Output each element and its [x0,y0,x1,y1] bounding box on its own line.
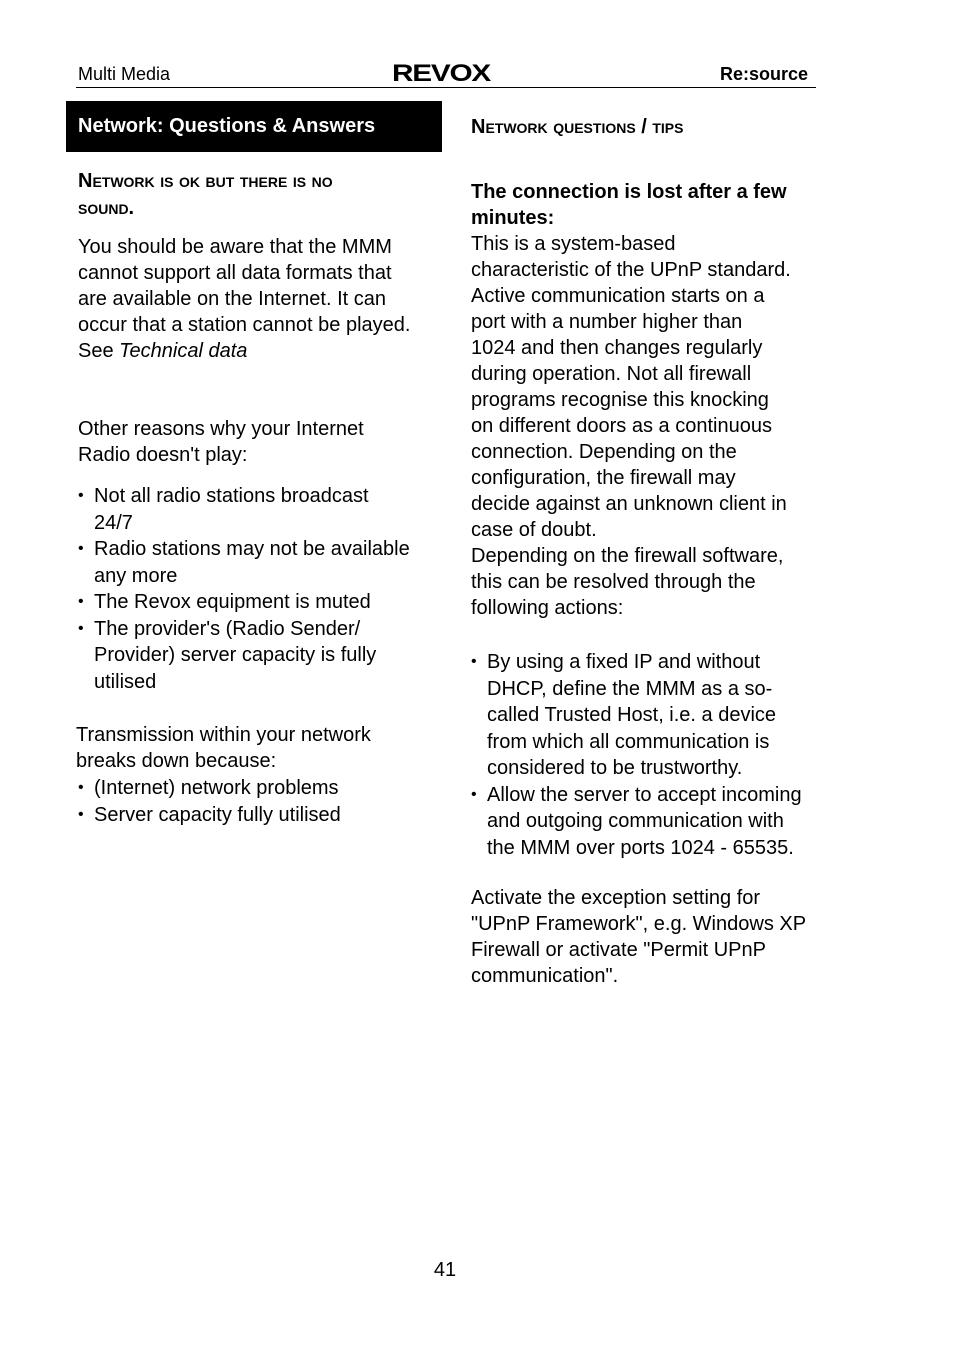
list-item: • The provider's (Radio Sender/ Provider) server capacity is fully utilised [78,616,413,696]
right-subheading: Network questions / tips [471,116,684,138]
header-product-label: Re:source [719,64,808,84]
list-item: • The Revox equipment is muted [78,589,413,616]
list-item: • Not all radio stations broadcast 24/7 [78,483,413,536]
transmission-paragraph: Transmission within your network breaks down because: [76,724,371,772]
list-item: • Server capacity fully utilised [78,802,413,829]
list-item: • Allow the server to accept incoming and outgoing communication with the MMM over ports 1024 - 65535. [471,782,807,862]
list-item: • (Internet) network problems [78,775,413,802]
list-item: • By using a fixed IP and without DHCP, define the MMM as a so-called Trusted Host, i.e. a device from which all communication is considered to be trustworthy. [471,649,807,782]
actions-list [471,649,807,861]
section-title: Network: Questions & Answers [78,115,376,137]
answer-paragraph-2: Depending on the firewall software, this can be resolved through the following actions: [471,545,784,619]
svg-text:REVOX: REVOX [392,60,491,84]
other-reasons-paragraph: Other reasons why your Internet Radio doesn't play: [78,418,364,466]
technical-data-reference: Technical data [119,340,248,362]
left-subheading: Network is ok but there is no sound. [78,170,333,219]
intro-text: You should be aware that the MMM cannot support all data formats that are available on the Internet. It can occur that a station cannot be played. See [78,236,411,362]
revox-logo [391,60,491,84]
transmission-reasons-list [78,775,413,828]
page-number: 41 [433,1259,457,1281]
closing-paragraph: Activate the exception setting for "UPnP Framework", e.g. Windows XP Firewall or activate "Permit UPnP communication". [471,887,806,987]
header-section-label: Multi Media [78,64,171,84]
reasons-list [78,483,413,695]
left-intro-paragraph [78,234,423,364]
list-item: • Radio stations may not be available any more [78,536,413,589]
right-answer-block [471,179,791,621]
header-divider [76,87,816,88]
section-title-box [66,101,442,152]
answer-paragraph: This is a system-based characteristic of the UPnP standard. Active communication starts on a port with a number higher than 1024 and then changes regularly during operation. Not all firewall programs recognise this knocking on different doors as a continuous connection. Depending on the configuration, the firewall may decide against an unknown client in case of doubt. [471,233,791,541]
question-heading: The connection is lost after a few minutes: [471,181,787,229]
